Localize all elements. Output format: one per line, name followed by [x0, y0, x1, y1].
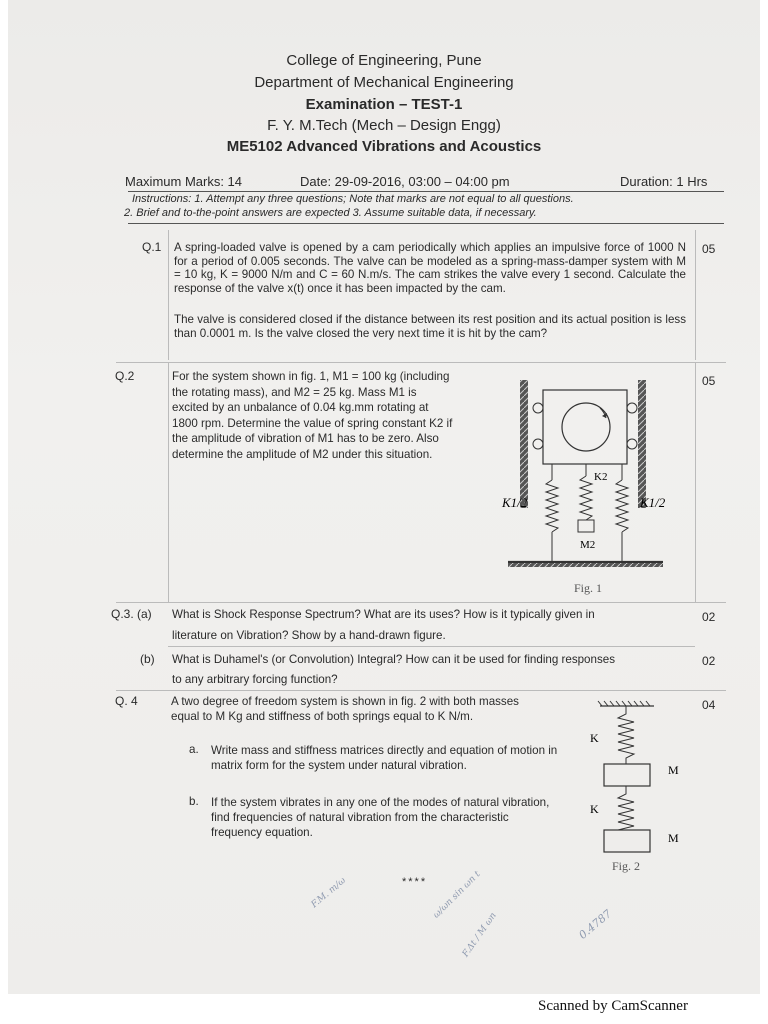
- label-k2: K2: [594, 471, 608, 483]
- fig-1-diagram: [488, 372, 688, 598]
- label-k1-left: K1/2: [502, 495, 528, 510]
- department-name: Department of Mechanical Engineering: [254, 74, 514, 91]
- college-name: College of Engineering, Pune: [286, 52, 482, 69]
- spring-k1-left: [546, 480, 558, 532]
- support-hatch: [598, 701, 650, 706]
- exam-title: Examination – TEST-1: [305, 96, 463, 113]
- q4b-text: If the system vibrates in any one of the modes of natural vibration, find frequencies of natural vibration from the characteristic frequency equation.: [211, 796, 550, 839]
- label-k1-right: K1/2: [640, 495, 666, 510]
- spring-k-top: [618, 706, 634, 764]
- instructions-line-1: Instructions: 1. Attempt any three questions; Note that marks are not equal to all questions.: [132, 193, 574, 205]
- q3b-line-1: What is Duhamel's (or Convolution) Integral? How can it be used for finding responses: [172, 653, 615, 666]
- roller: [533, 439, 543, 449]
- row-divider-q3a: [168, 646, 695, 647]
- q1-marks: 05: [702, 242, 716, 256]
- q4a-label: a.: [189, 743, 199, 756]
- handwritten-note: F.M. m/ω: [309, 875, 348, 911]
- label-m2: M2: [580, 539, 596, 551]
- q4a-text: Write mass and stiffness matrices directly and equation of motion in matrix form for the system under natural vibration.: [211, 744, 558, 772]
- max-marks: Maximum Marks: 14: [125, 174, 243, 189]
- end-mark: ****: [402, 876, 428, 888]
- q3b-label: (b): [140, 652, 155, 666]
- q4-number: Q. 4: [115, 694, 138, 708]
- ground-hatch: [508, 563, 663, 567]
- column-divider-right: [695, 230, 696, 360]
- column-divider-left: [168, 230, 169, 360]
- fig-1-caption: Fig. 1: [574, 581, 603, 595]
- q4b-label: b.: [189, 795, 199, 808]
- q2-number: Q.2: [115, 369, 135, 383]
- exam-paper: [8, 0, 760, 994]
- q3b-marks: 02: [702, 654, 716, 668]
- label-m-top: M: [668, 763, 679, 777]
- fig-2-diagram: [574, 696, 704, 876]
- column-divider-left-q2: [168, 362, 169, 602]
- mass-m2: [578, 520, 594, 532]
- roller: [533, 403, 543, 413]
- program-name: F. Y. M.Tech (Mech – Design Engg): [267, 117, 501, 134]
- mass-m-top: [604, 764, 650, 786]
- mass-m-bottom: [604, 830, 650, 852]
- q3a-line-2: literature on Vibration? Show by a hand-drawn figure.: [172, 629, 446, 642]
- handwritten-note: 0.4787: [576, 907, 615, 942]
- q3a-line-1: What is Shock Response Spectrum? What are its uses? How is it typically given in: [172, 608, 595, 621]
- meta-divider: [128, 191, 724, 192]
- q3-number: Q.3. (a): [111, 607, 152, 621]
- scanner-watermark: Scanned by CamScanner: [538, 998, 688, 1014]
- roller: [627, 403, 637, 413]
- left-wall: [520, 380, 528, 508]
- row-divider-q2: [116, 602, 726, 603]
- q3b-line-2: to any arbitrary forcing function?: [172, 673, 338, 686]
- spring-k1-right: [616, 480, 628, 532]
- exam-duration: Duration: 1 Hrs: [620, 174, 708, 189]
- spring-k2: [580, 476, 592, 520]
- handwritten-note: F.Δt / M ωn: [460, 910, 499, 960]
- roller: [627, 439, 637, 449]
- q1-text: A spring-loaded valve is opened by a cam periodically which applies an impulsive force of 1000 N for a period of 0.005 seconds. The valve can be modeled as a spring-mass-damper system with M = 10 kg, K = 9000 N/m and C = 60 N.m/s. The cam strikes the valve every 1 second. Calculate the response of the valve x(t) once it has been impacted by the cam.: [174, 241, 686, 295]
- q1-text-2: The valve is considered closed if the distance between its rest position and its actual position is less than 0.0001 m. Is the valve closed the very next time it is hit by the cam?: [174, 313, 686, 340]
- q2-marks: 05: [702, 374, 716, 388]
- row-divider-q3: [116, 690, 726, 691]
- label-m-bottom: M: [668, 831, 679, 845]
- row-divider-q1: [116, 362, 726, 363]
- handwritten-note: ω/ωn sin ωn t: [431, 869, 483, 921]
- q2-text: For the system shown in fig. 1, M1 = 100 kg (including the rotating mass), and M2 = 25 kg. Mass M1 is excited by an unbalance of 0.04 kg.mm rotating at 1800 rpm. Determine the value of spring constant K2 if the amplitude of vibration of M1 has to be zero. Also determine the amplitude of M2 under this situation.: [172, 370, 453, 461]
- fig-2-caption: Fig. 2: [612, 859, 641, 873]
- mass-m1: [543, 390, 627, 464]
- q3a-marks: 02: [702, 610, 716, 624]
- q4-intro: A two degree of freedom system is shown in fig. 2 with both masses equal to M Kg and stiffness of both springs equal to K N/m.: [171, 695, 519, 723]
- right-wall: [638, 380, 646, 508]
- q4-marks: 04: [702, 698, 716, 712]
- exam-date: Date: 29-09-2016, 03:00 – 04:00 pm: [300, 174, 510, 189]
- q1-number: Q.1: [142, 240, 162, 254]
- course-title: ME5102 Advanced Vibrations and Acoustics: [226, 138, 542, 155]
- instructions-line-2: 2. Brief and to-the-point answers are expected 3. Assume suitable data, if necessary.: [124, 207, 537, 219]
- rotating-unbalance: [562, 403, 610, 451]
- label-k-top: K: [590, 731, 599, 745]
- label-k-bottom: K: [590, 802, 599, 816]
- column-divider-right-q2: [695, 362, 696, 602]
- instructions-divider: [128, 223, 724, 224]
